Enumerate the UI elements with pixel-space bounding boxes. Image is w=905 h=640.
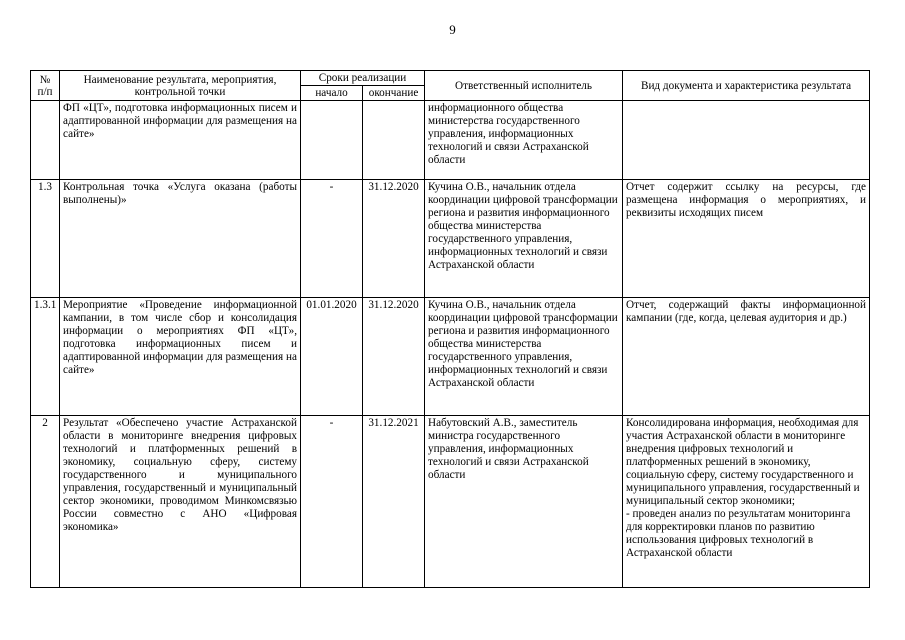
row-end: 31.12.2020 — [363, 298, 425, 416]
row-doc — [623, 101, 870, 180]
row-doc — [623, 298, 870, 416]
row-name: Мероприятие «Проведение информационной кампании, в том числе сбор и консолидация информации о мероприятиях ФП «ЦТ», подготовка информационных писем и адаптированной информации для размещения на сайте» — [60, 298, 301, 416]
page-number: 9 — [449, 22, 456, 37]
row-start: 01.01.2020 — [301, 298, 363, 416]
doc-text: - проведен анализ по результатам мониторинга для корректировки планов по развитию использования цифровых технологий в Астраханской области — [626, 508, 851, 559]
header-num: № п/п — [31, 71, 60, 101]
table-row — [31, 416, 870, 588]
row-start: - — [301, 416, 363, 588]
row-num — [31, 101, 60, 180]
row-name: Контрольная точка «Услуга оказана (работы выполнены)» — [60, 180, 301, 298]
doc-text: Консолидирована информация, необходимая для участия Астраханской области в мониторинге внедрения цифровых технологий и платформенных решений в экономику, социальную сферу, систему государственного и муниципального управления, государственный и муниципальный сектор экономики; — [626, 417, 860, 507]
table-row — [31, 298, 870, 416]
row-name: ФП «ЦТ», подготовка информационных писем и адаптированной информации для размещения на сайте» — [60, 101, 301, 180]
row-doc — [623, 180, 870, 298]
header-responsible: Ответственный исполнитель — [425, 71, 623, 101]
table-row — [31, 101, 870, 180]
header-doc: Вид документа и характеристика результата — [623, 71, 870, 101]
row-responsible: Кучина О.В., начальник отдела координации цифровой трансформации региона и развития информационного общества министерства государственного управления, информационных технологий и связи Астраханской области — [425, 180, 623, 298]
row-num: 1.3 — [31, 180, 60, 298]
doc-text: Отчет содержит ссылку на ресурсы, где размещена информация о мероприятиях, и реквизиты исходящих писем — [626, 181, 867, 219]
header-end: окончание — [363, 86, 425, 101]
row-start — [301, 101, 363, 180]
row-responsible: Набутовский А.В., заместитель министра государственного управления, информационных технологий и связи Астраханской области — [425, 416, 623, 588]
header-start: начало — [301, 86, 363, 101]
plan-table — [30, 70, 870, 588]
row-responsible: Кучина О.В., начальник отдела координации цифровой трансформации региона и развития информационного общества министерства государственного управления, информационных технологий и связи Астраханской области — [425, 298, 623, 416]
row-num: 1.3.1 — [31, 298, 60, 416]
table-row — [31, 180, 870, 298]
row-end: 31.12.2020 — [363, 180, 425, 298]
doc-text: Отчет, содержащий факты информационной кампании (где, когда, целевая аудитория и др.) — [626, 299, 867, 324]
row-name: Результат «Обеспечено участие Астраханской области в мониторинге внедрения цифровых технологий и платформенных решений в экономику, социальную сферу, систему государственного и муниципального управления, государственный и муниципальный сектор экономики, проводимом Минкомсвязью России совместно с АНО «Цифровая экономика» — [60, 416, 301, 588]
row-end — [363, 101, 425, 180]
row-end: 31.12.2021 — [363, 416, 425, 588]
header-name: Наименование результата, мероприятия, контрольной точки — [60, 71, 301, 101]
row-start: - — [301, 180, 363, 298]
row-responsible: информационного общества министерства государственного управления, информационных технологий и связи Астраханской области — [425, 101, 623, 180]
header-period: Сроки реализации — [301, 71, 425, 86]
row-doc — [623, 416, 870, 588]
row-num: 2 — [31, 416, 60, 588]
